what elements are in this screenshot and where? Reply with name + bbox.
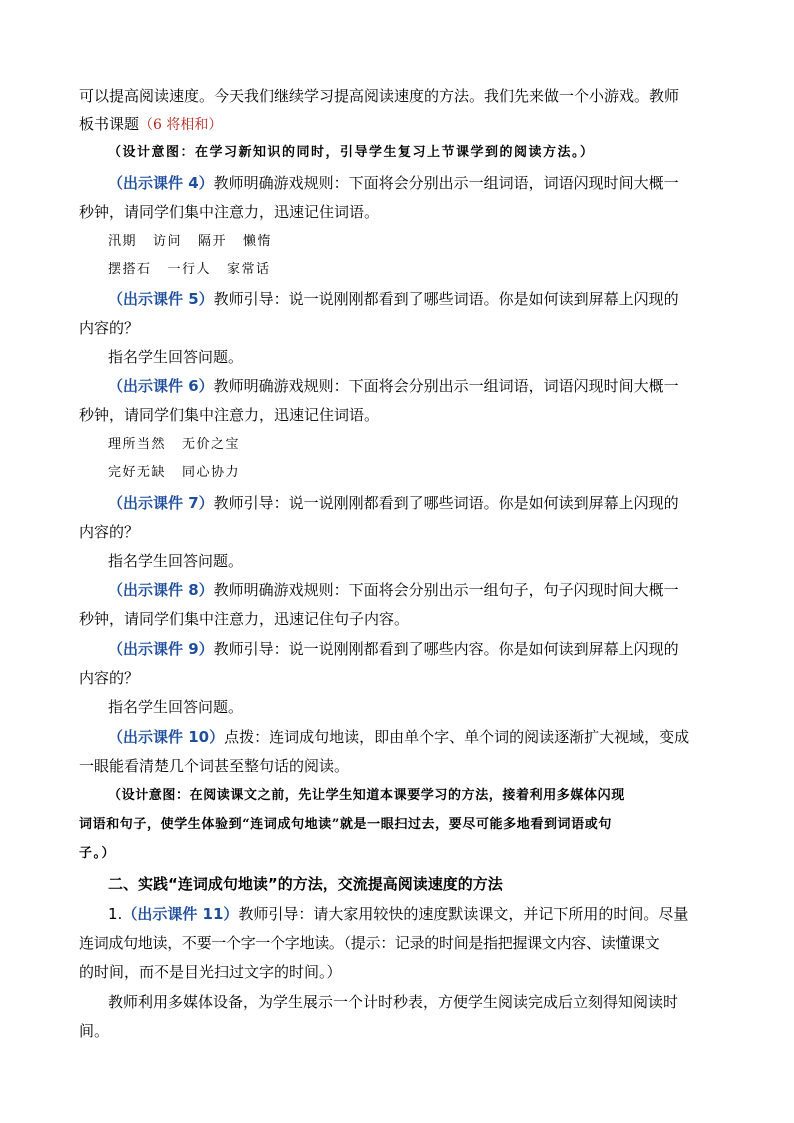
- paragraph-line: [108, 173, 679, 193]
- word: 隔开: [198, 234, 228, 249]
- courseware-tag: （出示课件 8）: [108, 581, 214, 599]
- text-segment: 教师引导：说一说刚刚都看到了哪些内容。你是如何读到屏幕上闪现的: [213, 640, 679, 658]
- paragraph-line: 内容的？: [79, 669, 140, 687]
- word-list: [108, 435, 256, 455]
- design-note: （设计意图：在阅读课文之前，先让学生知道本课要学习的方法，接着利用多媒体闪现: [108, 788, 625, 803]
- design-note: 词语和句子，使学生体验到“连词成句地读”就是一眼扫过去，要尽可能多地看到词语或句: [79, 817, 612, 832]
- text-segment: 教师引导：说一说刚刚都看到了哪些词语。你是如何读到屏幕上闪现的: [213, 494, 679, 512]
- courseware-tag: （出示课件 4）: [108, 174, 214, 192]
- text-segment: 板书课题: [79, 115, 140, 133]
- paragraph-line: 指名学生回答问题。: [108, 348, 244, 366]
- paragraph-line: [108, 727, 689, 747]
- paragraph-line: 内容的？: [79, 523, 140, 541]
- word: 完好无缺: [108, 465, 167, 480]
- paragraph-line: [108, 580, 679, 600]
- word-list: [108, 463, 256, 483]
- text-segment: 教师引导：请大家用较快的速度默读课文，并记下所用的时间。尽量: [238, 905, 689, 923]
- courseware-tag: （出示课件 10）: [108, 728, 225, 746]
- paragraph-line: 教师利用多媒体设备，为学生展示一个计时秒表，方便学生阅读完成后立刻得知阅读时: [108, 993, 679, 1011]
- paragraph-line: [108, 639, 679, 659]
- paragraph-line: 内容的？: [79, 319, 140, 337]
- paragraph-line: [108, 493, 679, 513]
- word: 汛期: [108, 234, 138, 249]
- courseware-tag: （出示课件 9）: [108, 640, 214, 658]
- paragraph-line: [108, 289, 679, 309]
- design-note: （设计意图：在学习新知识的同时，引导学生复习上节课学到的阅读方法。）: [108, 145, 595, 160]
- word: 理所当然: [108, 437, 167, 452]
- paragraph-line: 指名学生回答问题。: [108, 552, 244, 570]
- paragraph-line: [108, 376, 679, 396]
- design-note: 子。）: [79, 846, 117, 861]
- word: 家常话: [227, 262, 271, 277]
- paragraph-line: 可以提高阅读速度。今天我们继续学习提高阅读速度的方法。我们先来做一个小游戏。教师: [79, 87, 680, 105]
- word: 无价之宝: [182, 437, 241, 452]
- section-heading: 二、实践“连词成句地读”的方法，交流提高阅读速度的方法: [108, 875, 503, 893]
- word: 一行人: [167, 262, 212, 277]
- word-list: [108, 260, 287, 280]
- paragraph-line: 间。: [79, 1022, 110, 1040]
- lesson-title: （6 将相和）: [139, 117, 223, 133]
- word: 懒惰: [243, 234, 273, 249]
- paragraph-line: 一眼能看清楚几个词甚至整句话的阅读。: [79, 757, 350, 775]
- list-number: 1.: [108, 905, 123, 923]
- courseware-tag: （出示课件 11）: [122, 905, 239, 923]
- courseware-tag: （出示课件 5）: [108, 290, 214, 308]
- paragraph-line: 指名学生回答问题。: [108, 698, 244, 716]
- text-segment: 点拨：连词成句地读，即由单个字、单个词的阅读逐渐扩大视域，变成: [224, 728, 690, 746]
- text-segment: 教师明确游戏规则：下面将会分别出示一组词语，词语闪现时间大概一: [213, 174, 679, 192]
- text-segment: 教师明确游戏规则：下面将会分别出示一组句子，句子闪现时间大概一: [213, 581, 679, 599]
- paragraph-line: 连词成句地读，不要一个字一个字地读。（提示：记录的时间是指把握课文内容、读懂课文: [79, 934, 660, 952]
- word: 访问: [153, 234, 183, 249]
- word: 同心协力: [182, 465, 241, 480]
- paragraph-line: 秒钟，请同学们集中注意力，迅速记住词语。: [79, 203, 380, 221]
- paragraph-line: [108, 904, 688, 924]
- word: 摆搭石: [108, 262, 152, 277]
- paragraph-line: 的时间，而不是目光扫过文字的时间。）: [79, 963, 342, 981]
- text-segment: 教师明确游戏规则：下面将会分别出示一组词语，词语闪现时间大概一: [213, 377, 679, 395]
- paragraph-line: 秒钟，请同学们集中注意力，迅速记住句子内容。: [79, 610, 410, 628]
- paragraph-line: [79, 114, 222, 135]
- courseware-tag: （出示课件 7）: [108, 494, 214, 512]
- paragraph-line: 秒钟，请同学们集中注意力，迅速记住词语。: [79, 406, 380, 424]
- courseware-tag: （出示课件 6）: [108, 377, 214, 395]
- word-list: [108, 232, 288, 252]
- text-segment: 教师引导：说一说刚刚都看到了哪些词语。你是如何读到屏幕上闪现的: [213, 290, 679, 308]
